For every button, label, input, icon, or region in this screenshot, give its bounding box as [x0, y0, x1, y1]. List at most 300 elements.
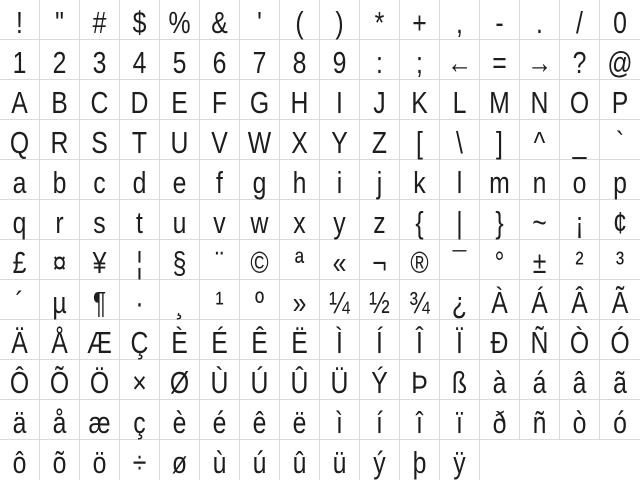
glyph: i: [336, 165, 343, 200]
glyph-cell[interactable]: [360, 280, 400, 320]
glyph: ø: [171, 445, 188, 480]
glyph-cell[interactable]: [160, 120, 200, 160]
glyph: }: [495, 205, 504, 240]
glyph: å: [52, 405, 67, 440]
glyph-cell[interactable]: [240, 160, 280, 200]
glyph: µ: [52, 285, 67, 320]
glyph: í: [376, 405, 383, 440]
glyph-cell[interactable]: [160, 160, 200, 200]
glyph-cell[interactable]: [240, 280, 280, 320]
glyph-cell[interactable]: [480, 280, 520, 320]
glyph: Ð: [490, 325, 509, 360]
glyph: ¼: [329, 285, 350, 320]
glyph-cell[interactable]: [120, 200, 160, 240]
glyph-cell[interactable]: [480, 0, 520, 40]
glyph: 5: [172, 45, 187, 80]
glyph: :: [376, 45, 383, 80]
glyph: 7: [252, 45, 267, 80]
glyph: ´: [15, 285, 24, 320]
glyph-cell[interactable]: [120, 320, 160, 360]
glyph-cell[interactable]: [560, 120, 600, 160]
glyph: 4: [132, 45, 147, 80]
glyph-cell[interactable]: [80, 40, 120, 80]
glyph-cell[interactable]: [280, 440, 320, 480]
glyph: ¥: [92, 245, 107, 280]
glyph-cell[interactable]: [160, 440, 200, 480]
glyph: §: [172, 245, 187, 280]
glyph-cell[interactable]: [600, 240, 640, 280]
glyph: 0: [613, 5, 627, 40]
glyph: ;: [416, 45, 423, 80]
glyph: ¬: [372, 245, 387, 280]
glyph: r: [55, 205, 64, 240]
glyph: ÿ: [453, 445, 466, 480]
glyph-cell[interactable]: [320, 40, 360, 80]
glyph: 2: [52, 45, 67, 80]
glyph-cell[interactable]: [480, 240, 520, 280]
glyph-cell[interactable]: [320, 440, 360, 480]
glyph: é: [212, 405, 227, 440]
glyph-cell[interactable]: [600, 280, 640, 320]
glyph-cell[interactable]: [40, 0, 80, 40]
glyph: ù: [212, 445, 227, 480]
glyph-cell[interactable]: [320, 120, 360, 160]
glyph: 8: [292, 45, 307, 80]
glyph: (: [295, 5, 304, 40]
glyph-cell[interactable]: [240, 0, 280, 40]
glyph: v: [213, 205, 226, 240]
glyph-cell[interactable]: [0, 240, 40, 280]
glyph: Ï: [456, 325, 463, 360]
glyph: î: [416, 405, 423, 440]
glyph: e: [172, 165, 187, 200]
glyph-cell[interactable]: [280, 360, 320, 400]
glyph-cell[interactable]: [0, 280, 40, 320]
glyph: `: [615, 125, 625, 160]
glyph-cell[interactable]: [360, 360, 400, 400]
glyph-cell[interactable]: [440, 320, 480, 360]
glyph-cell[interactable]: [560, 160, 600, 200]
glyph-cell[interactable]: [200, 120, 240, 160]
glyph: ¹: [215, 285, 224, 320]
empty-cell: [600, 440, 640, 480]
glyph-row: [0, 160, 640, 200]
glyph-cell[interactable]: [480, 40, 520, 80]
glyph: á: [532, 365, 547, 400]
glyph-cell[interactable]: [80, 320, 120, 360]
glyph: Í: [376, 325, 383, 360]
glyph: /: [576, 5, 583, 40]
glyph: ª: [294, 245, 305, 280]
glyph: ñ: [532, 405, 547, 440]
glyph-cell[interactable]: [240, 320, 280, 360]
glyph-cell[interactable]: [280, 0, 320, 40]
glyph: Ê: [251, 325, 268, 360]
glyph: @: [607, 45, 633, 80]
glyph-cell[interactable]: [40, 80, 80, 120]
glyph: õ: [52, 445, 67, 480]
glyph: ¤: [52, 245, 67, 280]
glyph: Ñ: [530, 325, 549, 360]
glyph-cell[interactable]: [320, 0, 360, 40]
glyph-cell[interactable]: [0, 40, 40, 80]
glyph-cell[interactable]: [0, 400, 40, 440]
glyph: H: [290, 85, 309, 120]
glyph: L: [452, 85, 467, 120]
glyph-cell[interactable]: [80, 80, 120, 120]
glyph-cell[interactable]: [440, 200, 480, 240]
glyph-cell[interactable]: [320, 360, 360, 400]
glyph-cell[interactable]: [0, 360, 40, 400]
glyph: «: [332, 245, 347, 280]
glyph: Û: [290, 365, 309, 400]
glyph-cell[interactable]: [560, 400, 600, 440]
glyph-cell[interactable]: [400, 160, 440, 200]
glyph-cell[interactable]: [160, 400, 200, 440]
glyph: u: [172, 205, 187, 240]
glyph-cell[interactable]: [40, 440, 80, 480]
glyph-cell[interactable]: [360, 320, 400, 360]
glyph-cell[interactable]: [0, 200, 40, 240]
glyph: n: [532, 165, 547, 200]
glyph-cell[interactable]: [520, 120, 560, 160]
glyph-cell[interactable]: [80, 120, 120, 160]
glyph-cell[interactable]: [80, 0, 120, 40]
glyph-cell[interactable]: [440, 360, 480, 400]
glyph-cell[interactable]: [40, 200, 80, 240]
glyph-cell[interactable]: [560, 280, 600, 320]
glyph-cell[interactable]: [280, 400, 320, 440]
glyph-cell[interactable]: [200, 360, 240, 400]
glyph-cell[interactable]: [280, 160, 320, 200]
glyph-cell[interactable]: [400, 80, 440, 120]
glyph-cell[interactable]: [240, 400, 280, 440]
glyph-row: [0, 120, 640, 160]
glyph: f: [216, 165, 223, 200]
glyph-cell[interactable]: [320, 240, 360, 280]
empty-cell: [560, 440, 600, 480]
glyph: ,: [456, 5, 463, 40]
glyph-cell[interactable]: [520, 40, 560, 80]
glyph-cell[interactable]: [40, 320, 80, 360]
glyph-cell[interactable]: [160, 280, 200, 320]
glyph: ]: [496, 125, 503, 160]
glyph: N: [530, 85, 549, 120]
glyph: ý: [373, 445, 386, 480]
glyph-cell[interactable]: [320, 160, 360, 200]
glyph-cell[interactable]: [600, 40, 640, 80]
glyph-cell[interactable]: [120, 440, 160, 480]
glyph-cell[interactable]: [0, 120, 40, 160]
glyph-cell[interactable]: [200, 240, 240, 280]
glyph-cell[interactable]: [200, 160, 240, 200]
glyph-cell[interactable]: [400, 120, 440, 160]
glyph: Ä: [11, 325, 28, 360]
glyph-cell[interactable]: [440, 440, 480, 480]
glyph: G: [249, 85, 270, 120]
glyph-row: [0, 40, 640, 80]
glyph-cell[interactable]: [440, 0, 480, 40]
glyph-cell[interactable]: [120, 240, 160, 280]
glyph-cell[interactable]: [360, 440, 400, 480]
glyph-cell[interactable]: [240, 80, 280, 120]
glyph-cell[interactable]: [440, 240, 480, 280]
glyph-cell[interactable]: [600, 120, 640, 160]
glyph-cell[interactable]: [520, 200, 560, 240]
glyph-cell[interactable]: [400, 360, 440, 400]
glyph: ): [335, 5, 344, 40]
glyph: 3: [92, 45, 107, 80]
glyph-cell[interactable]: [120, 120, 160, 160]
glyph-cell[interactable]: [0, 440, 40, 480]
glyph-cell[interactable]: [400, 0, 440, 40]
glyph-cell[interactable]: [360, 400, 400, 440]
glyph-cell[interactable]: [160, 40, 200, 80]
glyph-cell[interactable]: [480, 120, 520, 160]
glyph-cell[interactable]: [400, 240, 440, 280]
glyph-cell[interactable]: [520, 0, 560, 40]
glyph-cell[interactable]: [320, 400, 360, 440]
glyph: ê: [252, 405, 267, 440]
glyph-cell[interactable]: [0, 0, 40, 40]
glyph-cell[interactable]: [600, 0, 640, 40]
glyph: l: [456, 165, 463, 200]
glyph-cell[interactable]: [440, 120, 480, 160]
glyph-cell[interactable]: [80, 360, 120, 400]
glyph-cell[interactable]: [440, 400, 480, 440]
glyph-cell[interactable]: [440, 80, 480, 120]
glyph: Ø: [169, 365, 190, 400]
glyph-cell[interactable]: [160, 80, 200, 120]
glyph-cell[interactable]: [160, 0, 200, 40]
glyph: K: [411, 85, 428, 120]
glyph-cell[interactable]: [560, 360, 600, 400]
glyph-cell[interactable]: [40, 160, 80, 200]
empty-cell: [480, 440, 520, 480]
glyph-cell[interactable]: [280, 280, 320, 320]
glyph-cell[interactable]: [120, 80, 160, 120]
glyph: +: [412, 5, 427, 40]
glyph-cell[interactable]: [600, 200, 640, 240]
glyph-cell[interactable]: [240, 120, 280, 160]
glyph-cell[interactable]: [200, 280, 240, 320]
glyph-cell[interactable]: [360, 200, 400, 240]
glyph-cell[interactable]: [40, 360, 80, 400]
glyph-cell[interactable]: [120, 360, 160, 400]
glyph-cell[interactable]: [120, 40, 160, 80]
glyph-cell[interactable]: [560, 320, 600, 360]
glyph-cell[interactable]: [560, 200, 600, 240]
glyph-cell[interactable]: [280, 40, 320, 80]
glyph-cell[interactable]: [480, 400, 520, 440]
glyph-cell[interactable]: [400, 40, 440, 80]
glyph: Ó: [610, 325, 630, 360]
glyph: D: [130, 85, 149, 120]
glyph-cell[interactable]: [240, 240, 280, 280]
glyph: j: [376, 165, 383, 200]
glyph-cell[interactable]: [0, 80, 40, 120]
glyph-cell[interactable]: [80, 440, 120, 480]
glyph: [: [416, 125, 423, 160]
glyph-cell[interactable]: [560, 40, 600, 80]
glyph: 6: [212, 45, 227, 80]
glyph: ÷: [132, 445, 147, 480]
glyph-cell[interactable]: [600, 160, 640, 200]
glyph: ô: [12, 445, 27, 480]
glyph-cell[interactable]: [240, 40, 280, 80]
glyph-cell[interactable]: [200, 40, 240, 80]
glyph-cell[interactable]: [160, 360, 200, 400]
glyph-cell[interactable]: [240, 440, 280, 480]
glyph: È: [171, 325, 188, 360]
glyph-cell[interactable]: [360, 120, 400, 160]
glyph-cell[interactable]: [440, 280, 480, 320]
glyph-cell[interactable]: [360, 240, 400, 280]
glyph-cell[interactable]: [440, 40, 480, 80]
glyph-cell[interactable]: [0, 320, 40, 360]
glyph-cell[interactable]: [400, 400, 440, 440]
glyph: p: [613, 165, 627, 200]
glyph: o: [572, 165, 587, 200]
glyph-cell[interactable]: [200, 0, 240, 40]
glyph-cell[interactable]: [400, 320, 440, 360]
glyph: °: [494, 245, 505, 280]
glyph-cell[interactable]: [320, 200, 360, 240]
glyph-cell[interactable]: [520, 160, 560, 200]
glyph-cell[interactable]: [520, 320, 560, 360]
glyph-cell[interactable]: [400, 440, 440, 480]
glyph: _: [572, 125, 587, 160]
glyph-cell[interactable]: [240, 360, 280, 400]
glyph-cell[interactable]: [600, 400, 640, 440]
glyph-cell[interactable]: [280, 200, 320, 240]
glyph: Ô: [9, 365, 30, 400]
glyph: ~: [532, 205, 547, 240]
glyph-cell[interactable]: [120, 280, 160, 320]
glyph: ä: [12, 405, 27, 440]
glyph-cell[interactable]: [520, 280, 560, 320]
glyph-cell[interactable]: [40, 400, 80, 440]
glyph-cell[interactable]: [480, 360, 520, 400]
glyph: Ü: [330, 365, 349, 400]
glyph: z: [373, 205, 386, 240]
glyph-cell[interactable]: [360, 160, 400, 200]
glyph-cell[interactable]: [120, 400, 160, 440]
glyph-cell[interactable]: [240, 200, 280, 240]
glyph-cell[interactable]: [280, 240, 320, 280]
glyph: ð: [492, 405, 507, 440]
glyph: â: [572, 365, 587, 400]
glyph: Ì: [336, 325, 343, 360]
glyph: ¿: [451, 285, 468, 320]
glyph: w: [250, 205, 269, 240]
glyph: Ý: [371, 365, 388, 400]
glyph-cell[interactable]: [360, 80, 400, 120]
glyph: £: [12, 245, 27, 280]
glyph: {: [415, 205, 424, 240]
glyph-cell[interactable]: [120, 160, 160, 200]
glyph: ^: [533, 125, 546, 160]
glyph-cell[interactable]: [560, 240, 600, 280]
glyph-cell[interactable]: [280, 320, 320, 360]
glyph: Á: [531, 285, 548, 320]
glyph: a: [12, 165, 27, 200]
glyph: →: [527, 45, 552, 80]
glyph: É: [211, 325, 228, 360]
glyph-cell[interactable]: [400, 200, 440, 240]
glyph: Ë: [291, 325, 308, 360]
glyph-cell[interactable]: [200, 400, 240, 440]
glyph-cell[interactable]: [520, 360, 560, 400]
glyph-cell[interactable]: [80, 160, 120, 200]
glyph-cell[interactable]: [80, 240, 120, 280]
glyph-cell[interactable]: [160, 320, 200, 360]
glyph-cell[interactable]: [40, 280, 80, 320]
glyph-cell[interactable]: [440, 160, 480, 200]
glyph-cell[interactable]: [520, 80, 560, 120]
glyph-cell[interactable]: [600, 80, 640, 120]
glyph-cell[interactable]: [600, 320, 640, 360]
glyph: ×: [132, 365, 147, 400]
glyph: Õ: [49, 365, 70, 400]
glyph-cell[interactable]: [480, 200, 520, 240]
glyph-cell[interactable]: [40, 240, 80, 280]
glyph-cell[interactable]: [520, 400, 560, 440]
glyph: m: [489, 165, 510, 200]
glyph-cell[interactable]: [200, 320, 240, 360]
glyph: ·: [135, 285, 144, 320]
glyph-cell[interactable]: [480, 160, 520, 200]
glyph-cell[interactable]: [320, 320, 360, 360]
glyph-cell[interactable]: [520, 240, 560, 280]
glyph-cell[interactable]: [40, 40, 80, 80]
glyph-cell[interactable]: [0, 160, 40, 200]
glyph-cell[interactable]: [200, 200, 240, 240]
glyph-cell[interactable]: [200, 80, 240, 120]
glyph-cell[interactable]: [560, 0, 600, 40]
glyph: ¨: [215, 245, 224, 280]
glyph-cell[interactable]: [360, 40, 400, 80]
glyph-cell[interactable]: [280, 80, 320, 120]
glyph: Ò: [569, 325, 590, 360]
glyph-cell[interactable]: [160, 200, 200, 240]
glyph-cell[interactable]: [360, 0, 400, 40]
glyph-cell[interactable]: [480, 80, 520, 120]
glyph-cell[interactable]: [160, 240, 200, 280]
glyph-cell[interactable]: [320, 80, 360, 120]
glyph-cell[interactable]: [280, 120, 320, 160]
glyph-cell[interactable]: [320, 280, 360, 320]
glyph: ç: [133, 405, 146, 440]
glyph: &: [211, 5, 228, 40]
glyph-cell[interactable]: [40, 120, 80, 160]
glyph-cell[interactable]: [80, 200, 120, 240]
glyph-cell[interactable]: [200, 440, 240, 480]
glyph-cell[interactable]: [80, 400, 120, 440]
glyph: ¸: [175, 285, 184, 320]
glyph-cell[interactable]: [480, 320, 520, 360]
glyph: |: [456, 205, 463, 240]
glyph: û: [292, 445, 307, 480]
glyph: ²: [575, 245, 584, 280]
glyph: ±: [532, 245, 547, 280]
glyph-cell[interactable]: [600, 360, 640, 400]
glyph-cell[interactable]: [560, 80, 600, 120]
glyph-cell[interactable]: [400, 280, 440, 320]
glyph-cell[interactable]: [120, 0, 160, 40]
glyph: B: [51, 85, 68, 120]
glyph-cell[interactable]: [80, 280, 120, 320]
